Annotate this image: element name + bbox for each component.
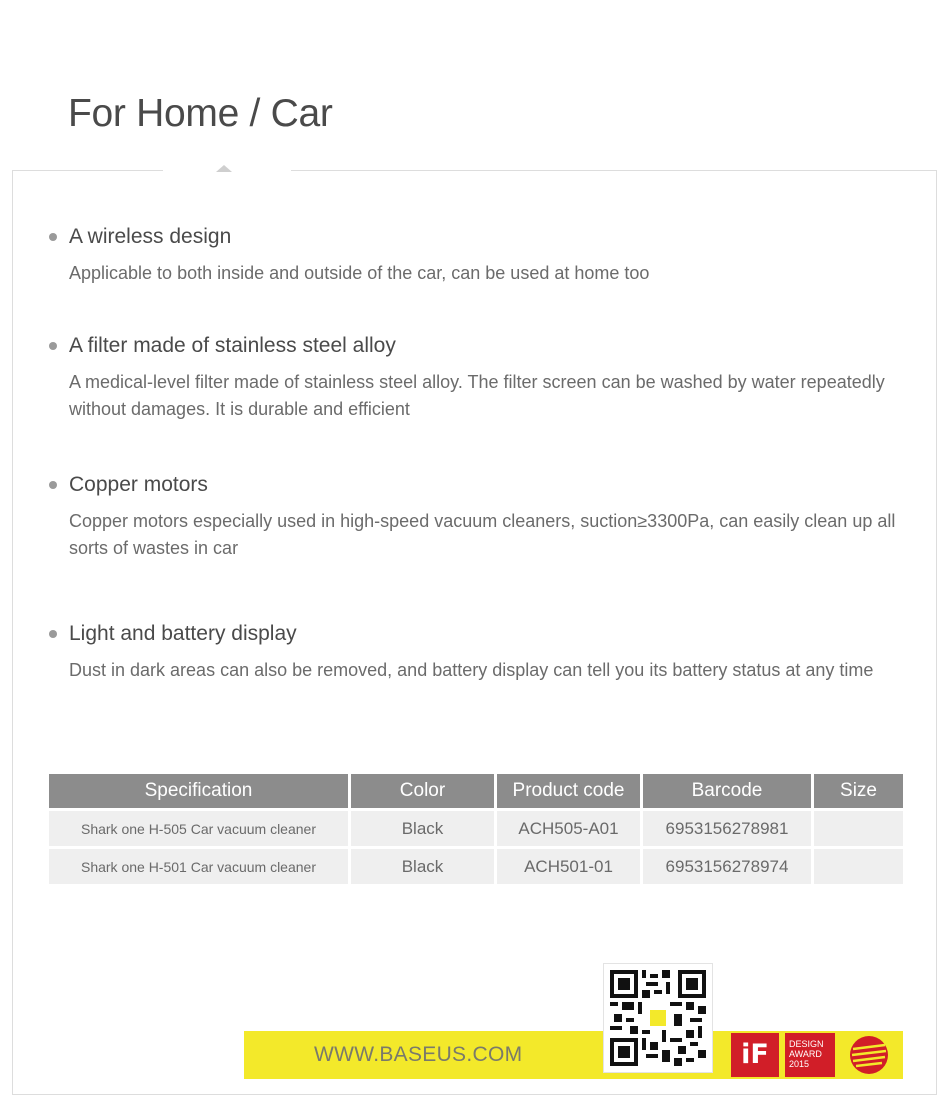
content-panel xyxy=(12,170,937,1095)
cell-size xyxy=(814,849,903,887)
table-row xyxy=(49,811,903,849)
header-size: Size xyxy=(814,774,903,811)
feature-title: Copper motors xyxy=(69,473,208,496)
cell-specification: Shark one H-501 Car vacuum cleaner xyxy=(49,849,351,887)
page-title: For Home / Car xyxy=(68,92,333,135)
feature-description: A medical-level filter made of stainless steel alloy. The filter screen can be washed by water repeatedly without damages. It is durable and efficient xyxy=(69,372,885,419)
if-design-logo: iF xyxy=(731,1033,779,1077)
cell-product-code: ACH501-01 xyxy=(497,849,643,887)
bullet-icon xyxy=(49,342,57,350)
qr-code-icon xyxy=(610,970,706,1066)
cell-barcode: 6953156278981 xyxy=(643,811,814,849)
feature-steel-filter xyxy=(69,333,899,423)
header-specification: Specification xyxy=(49,774,351,811)
feature-title: A filter made of stainless steel alloy xyxy=(69,334,396,357)
feature-description: Dust in dark areas can also be removed, and battery display can tell you its battery status at any time xyxy=(69,660,874,680)
award-line: AWARD xyxy=(789,1049,822,1059)
feature-description: Applicable to both inside and outside of the car, can be used at home too xyxy=(69,263,650,283)
feature-light-battery xyxy=(69,621,899,684)
header-color: Color xyxy=(351,774,497,811)
cell-specification: Shark one H-505 Car vacuum cleaner xyxy=(49,811,351,849)
panel-notch-arrow xyxy=(216,165,232,172)
cell-product-code: ACH505-A01 xyxy=(497,811,643,849)
bullet-icon xyxy=(49,630,57,638)
cell-barcode: 6953156278974 xyxy=(643,849,814,887)
design-award-badge xyxy=(785,1033,835,1077)
feature-copper-motors xyxy=(69,472,899,562)
table-header-row xyxy=(49,774,903,811)
cell-size xyxy=(814,811,903,849)
header-product-code: Product code xyxy=(497,774,643,811)
cell-color: Black xyxy=(351,849,497,887)
header-barcode: Barcode xyxy=(643,774,814,811)
red-dot-award-icon xyxy=(845,1033,893,1077)
award-line: 2015 xyxy=(789,1059,810,1069)
feature-title: A wireless design xyxy=(69,225,232,248)
award-line: DESIGN xyxy=(789,1039,824,1049)
qr-code xyxy=(603,963,713,1073)
table-row xyxy=(49,849,903,887)
feature-description: Copper motors especially used in high-speed vacuum cleaners, suction≥3300Pa, can easily clean up all sorts of wastes in car xyxy=(69,511,896,558)
feature-title: Light and battery display xyxy=(69,622,297,645)
website-link[interactable]: WWW.BASEUS.COM xyxy=(314,1043,523,1066)
bullet-icon xyxy=(49,481,57,489)
cell-color: Black xyxy=(351,811,497,849)
bullet-icon xyxy=(49,233,57,241)
feature-wireless-design xyxy=(69,224,899,287)
spec-table xyxy=(49,774,903,887)
